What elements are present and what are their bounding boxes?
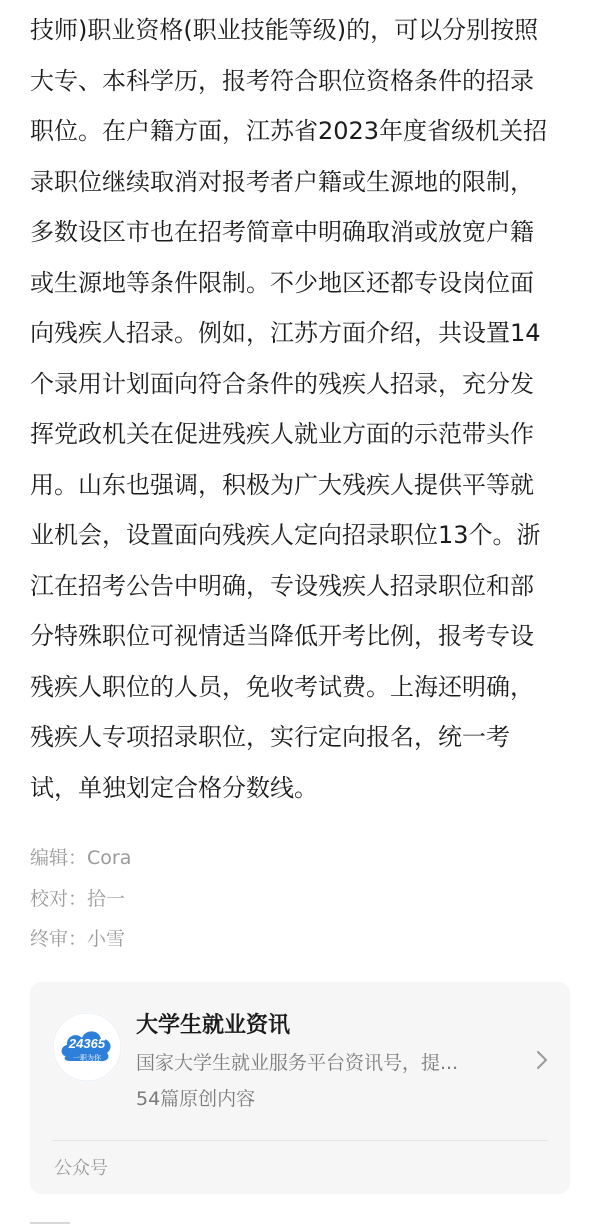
article-line: 向残疾人招录。例如，江苏方面介绍，共设置14	[30, 319, 541, 347]
account-description: 国家大学生就业服务平台资讯号，提...	[136, 1052, 459, 1074]
article-line: 技师)职业资格(职业技能等级)的，可以分别按照	[30, 16, 539, 44]
article-line: 录职位继续取消对报考者户籍或生源地的限制，	[30, 167, 534, 196]
next-content-peek	[30, 1218, 90, 1225]
article-line: 分特殊职位可视情适当降低开考比例，报考专设	[30, 622, 534, 650]
article-line: 多数设区市也在招考简章中明确取消或放宽户籍	[30, 218, 534, 246]
article-credits	[30, 838, 131, 960]
article-line: 业机会，设置面向残疾人定向招录职位13个。浙	[30, 521, 541, 549]
article-line: 挥党政机关在促进残疾人就业方面的示范带头作	[30, 420, 534, 448]
logo-slogan: 一职为你	[73, 1054, 101, 1062]
account-name: 大学生就业资讯	[136, 1013, 291, 1038]
chevron-right-icon[interactable]	[530, 1048, 554, 1072]
editor-credit: 编辑：Cora	[30, 847, 132, 869]
original-article-count: 54篇原创内容	[136, 1088, 256, 1110]
account-avatar	[52, 1012, 122, 1082]
account-type-label: 公众号	[54, 1158, 108, 1179]
account-profile-link[interactable]	[30, 982, 570, 1140]
article-line: 大专、本科学历，报考符合职位资格条件的招录	[30, 66, 534, 95]
article-line: 试，单独划定合格分数线。	[30, 773, 318, 802]
article-line: 残疾人专项招录职位，实行定向报名，统一考	[30, 723, 510, 751]
final-review-credit: 终审：小雪	[30, 928, 126, 950]
article-line: 残疾人职位的人员，免收考试费。上海还明确，	[30, 672, 534, 701]
official-account-card[interactable]	[30, 982, 570, 1194]
logo-number: 24365	[68, 1036, 106, 1051]
article-line: 或生源地等条件限制。不少地区还都专设岗位面	[30, 268, 534, 297]
proofreader-credit: 校对：拾一	[30, 887, 126, 910]
article-line: 职位。在户籍方面，江苏省2023年度省级机关招	[30, 117, 548, 145]
card-divider	[52, 1140, 548, 1141]
article-line: 个录用计划面向符合条件的残疾人招录，充分发	[30, 369, 534, 398]
cloud-logo-icon	[52, 1012, 122, 1082]
article-line: 用。山东也强调，积极为广大残疾人提供平等就	[30, 470, 534, 499]
article-line: 江在招考公告中明确，专设残疾人招录职位和部	[30, 571, 534, 600]
article-body	[30, 10, 575, 818]
